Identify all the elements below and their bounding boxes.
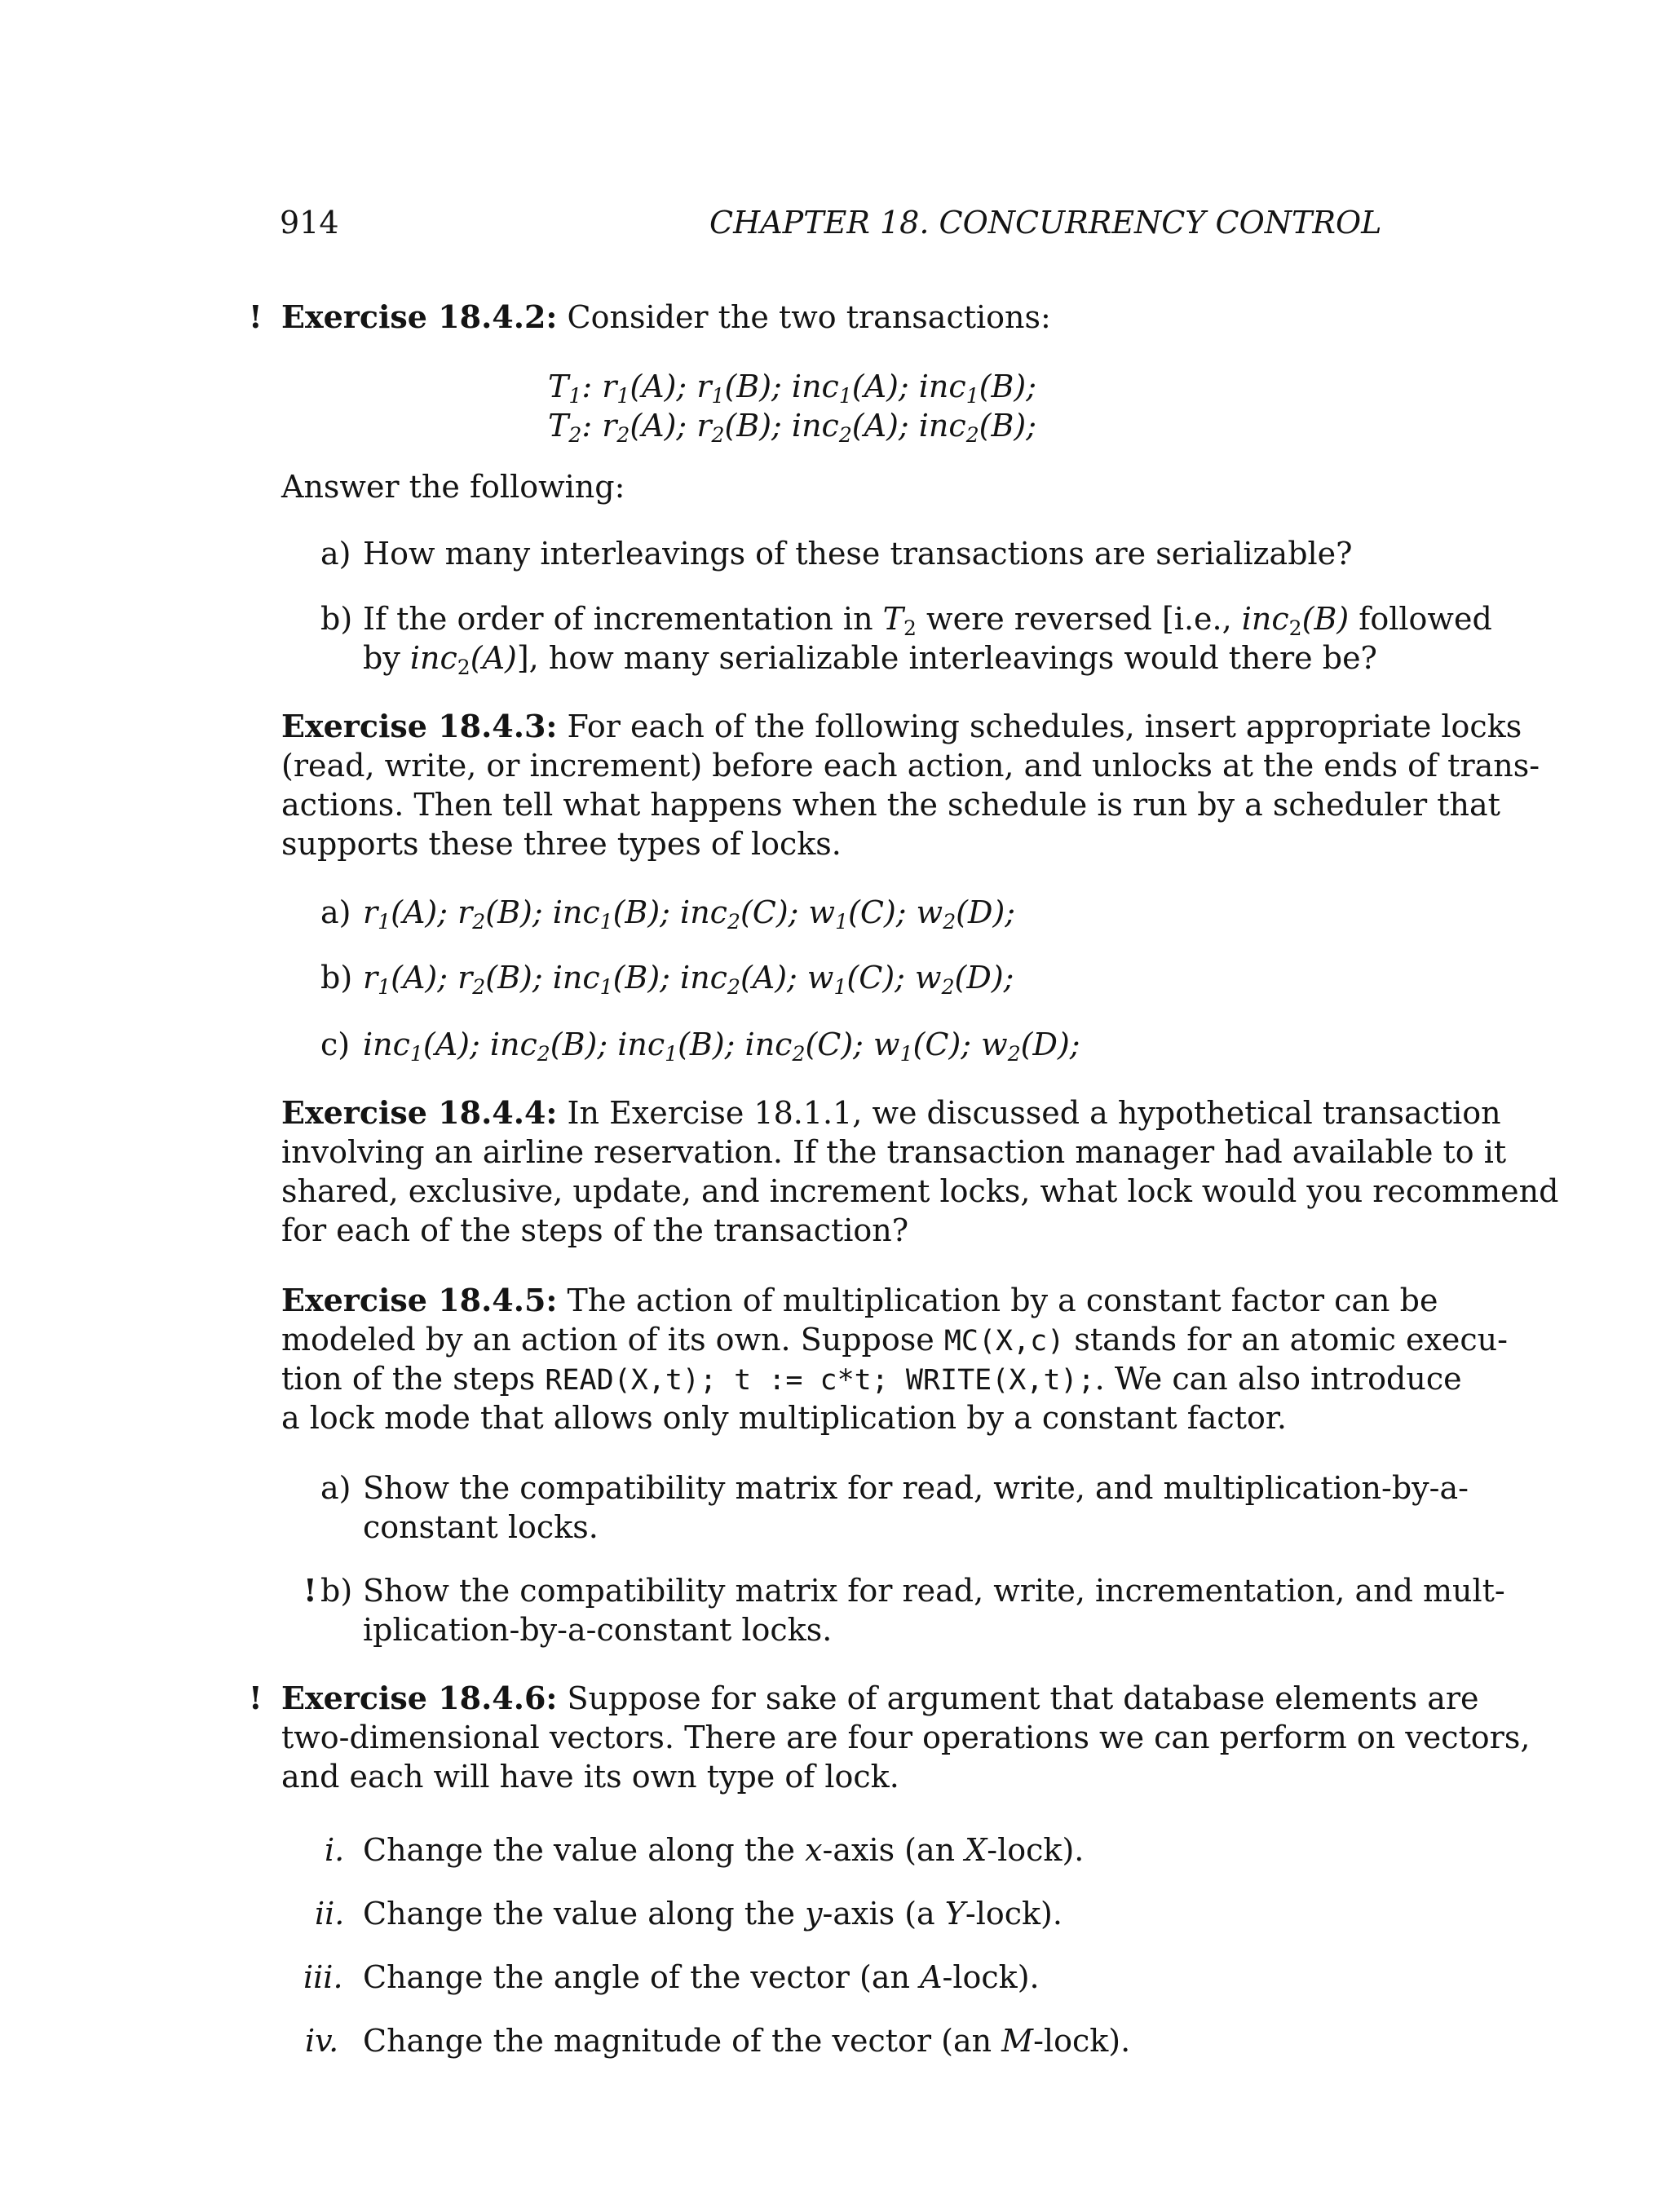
item-text: If the order of incrementation in $T_2$ were reversed [i.e., inc$_2$(B) followed	[363, 601, 1492, 641]
exercise-label: Exercise 18.4.2:	[281, 298, 558, 335]
item-marker: ii.	[315, 1896, 345, 1932]
paragraph-line: for each of the steps of the transaction?	[281, 1212, 909, 1248]
item-marker: b)	[320, 601, 353, 637]
item-text: Change the angle of the vector (an A-lock).	[363, 1959, 1040, 1995]
item-text: constant locks.	[363, 1509, 599, 1545]
paragraph-line: (read, write, or increment) before each action, and unlocks at the ends of trans-	[281, 748, 1540, 784]
item-text: Change the magnitude of the vector (an M-lock).	[363, 2023, 1131, 2059]
exercise-label: Exercise 18.4.3:	[281, 708, 558, 744]
paragraph-line: supports these three types of locks.	[281, 826, 842, 862]
item-text: Change the value along the x-axis (an X-lock).	[363, 1832, 1085, 1868]
exercise-18-4-5: Exercise 18.4.5: The action of multiplication by a constant factor can be	[281, 1282, 1438, 1318]
exercise-18-4-6: Exercise 18.4.6: Suppose for sake of argument that database elements are	[281, 1680, 1479, 1716]
schedule-a: $r_1(A)$; $r_2(B)$; inc$_1$(B); inc$_2$(C); $w_1(C)$; $w_2(D)$;	[363, 894, 1016, 934]
transaction-t2: $T_2$: $r_2(A)$; $r_2(B)$; inc$_2$(A); inc$_2$(B);	[548, 408, 1037, 448]
exercise-text: Consider the two transactions:	[567, 299, 1051, 335]
paragraph-line: two-dimensional vectors. There are four operations we can perform on vectors,	[281, 1720, 1531, 1755]
paragraph-line: actions. Then tell what happens when the schedule is run by a scheduler that	[281, 787, 1500, 823]
item-marker: iii.	[303, 1959, 343, 1995]
item-marker: b)	[320, 1573, 353, 1609]
item-marker: a)	[320, 894, 351, 930]
paragraph-line: modeled by an action of its own. Suppose MC(X,c) stands for an atomic execu-	[281, 1322, 1508, 1358]
item-text: Show the compatibility matrix for read, write, and multiplication-by-a-	[363, 1470, 1469, 1506]
item-text: by inc$_2$(A)], how many serializable interleavings would there be?	[363, 640, 1377, 680]
schedule-b: $r_1(A)$; $r_2(B)$; inc$_1$(B); inc$_2$(A); $w_1(C)$; $w_2(D)$;	[363, 960, 1014, 1000]
exercise-18-4-4: Exercise 18.4.4: In Exercise 18.1.1, we discussed a hypothetical transaction	[281, 1094, 1501, 1131]
item-text: Show the compatibility matrix for read, write, incrementation, and mult-	[363, 1573, 1505, 1609]
item-marker: a)	[320, 1470, 351, 1506]
item-marker: i.	[325, 1832, 345, 1868]
exercise-bang: !	[249, 298, 263, 335]
exercise-bang: !	[249, 1680, 263, 1716]
item-text: How many interleavings of these transactions are serializable?	[363, 536, 1353, 572]
item-marker: a)	[320, 536, 351, 572]
paragraph-line: and each will have its own type of lock.	[281, 1759, 899, 1795]
paragraph-line: tion of the steps READ(X,t); t := c*t; WRITE(X,t);. We can also introduce	[281, 1361, 1462, 1397]
transaction-t1: $T_1$: $r_1(A)$; $r_1(B)$; inc$_1$(A); inc$_1$(B);	[548, 369, 1037, 408]
paragraph-line: involving an airline reservation. If the transaction manager had available to it	[281, 1134, 1507, 1170]
item-marker: c)	[320, 1027, 351, 1062]
item-text: iplication-by-a-constant locks.	[363, 1612, 833, 1648]
page-number: 914	[280, 205, 339, 241]
exercise-18-4-2	[281, 298, 1051, 335]
item-marker: iv.	[305, 2023, 339, 2059]
schedule-c: inc$_1$(A); inc$_2$(B); inc$_1$(B); inc$_2$(C); $w_1(C)$; $w_2(D)$;	[363, 1027, 1080, 1066]
exercise-bang: !	[303, 1572, 317, 1609]
item-text: Change the value along the y-axis (a Y-lock).	[363, 1896, 1063, 1932]
exercise-label: Exercise 18.4.4:	[281, 1094, 558, 1131]
paragraph-line: a lock mode that allows only multiplication by a constant factor.	[281, 1400, 1287, 1436]
exercise-label: Exercise 18.4.6:	[281, 1680, 558, 1716]
answer-prompt: Answer the following:	[281, 469, 625, 505]
paragraph-line: shared, exclusive, update, and increment locks, what lock would you recommend	[281, 1173, 1559, 1209]
item-marker: b)	[320, 960, 353, 996]
running-header: CHAPTER 18. CONCURRENCY CONTROL	[709, 205, 1382, 241]
exercise-label: Exercise 18.4.5:	[281, 1282, 558, 1318]
exercise-18-4-3: Exercise 18.4.3: For each of the following schedules, insert appropriate locks	[281, 708, 1522, 744]
